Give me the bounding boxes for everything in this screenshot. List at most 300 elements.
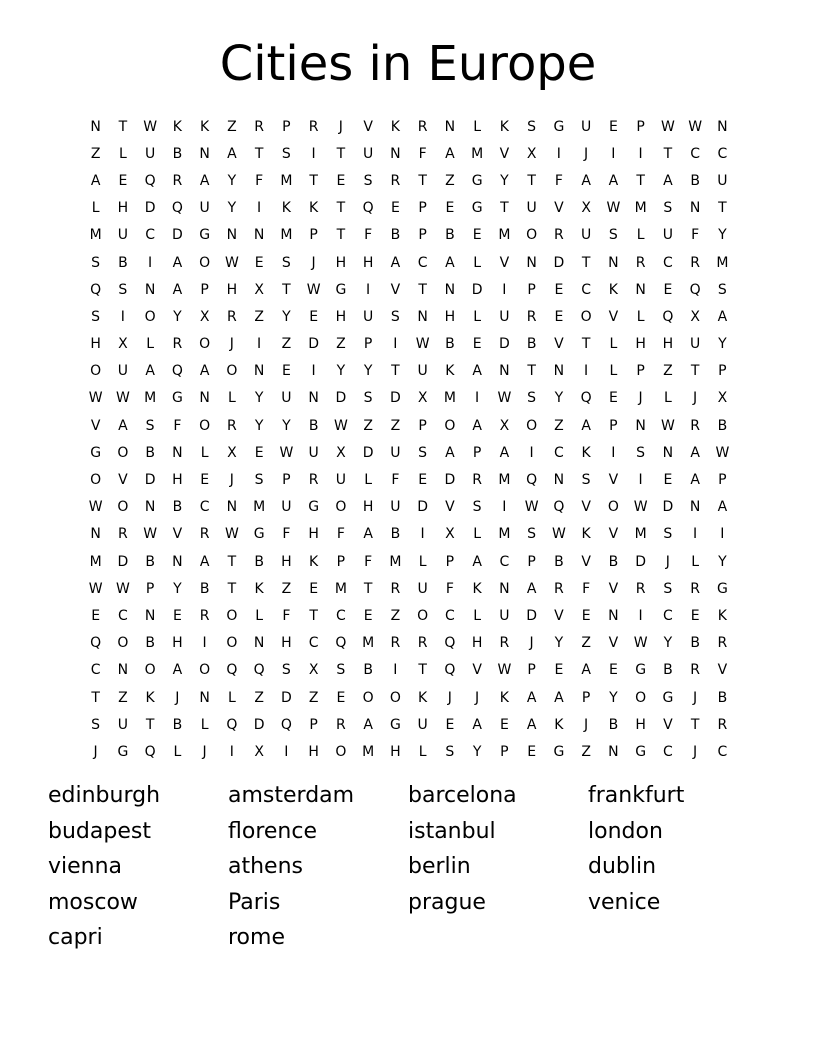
grid-letter: S xyxy=(717,281,727,298)
grid-letter: A xyxy=(90,172,101,189)
grid-letter: P xyxy=(527,281,536,298)
grid-letter: E xyxy=(281,363,291,380)
grid-row xyxy=(82,657,736,684)
grid-letter: I xyxy=(638,472,643,489)
grid-letter: S xyxy=(254,472,264,489)
grid-letter: E xyxy=(554,281,564,298)
grid-letter: I xyxy=(420,526,425,543)
word-list-item: capri xyxy=(48,925,103,951)
grid-letter: M xyxy=(280,172,293,189)
grid-letter: L xyxy=(473,607,482,624)
grid-letter: E xyxy=(499,716,509,733)
grid-letter: T xyxy=(336,200,346,217)
grid-letter: H xyxy=(172,472,183,489)
grid-letter: T xyxy=(418,662,427,679)
grid-letter: A xyxy=(172,662,183,679)
grid-letter: S xyxy=(118,281,128,298)
grid-letter: P xyxy=(581,689,591,706)
grid-letter: A xyxy=(199,363,210,380)
grid-letter: S xyxy=(581,472,591,489)
grid-letter: N xyxy=(635,281,646,298)
grid-letter: O xyxy=(607,499,619,516)
grid-letter: A xyxy=(526,580,537,597)
grid-letter: M xyxy=(253,499,266,516)
grid-letter: D xyxy=(335,390,347,407)
grid-letter: J xyxy=(229,472,234,489)
grid-letter: H xyxy=(471,635,483,652)
grid-letter: A xyxy=(472,553,482,570)
grid-letter: X xyxy=(254,281,264,298)
grid-letter: C xyxy=(199,499,210,516)
grid-letter: S xyxy=(281,662,291,679)
grid-letter: Z xyxy=(390,417,401,434)
grid-letter: T xyxy=(690,716,700,733)
grid-letter: R xyxy=(308,472,319,489)
grid-letter: F xyxy=(391,472,400,489)
grid-letter: E xyxy=(608,118,618,135)
grid-letter: D xyxy=(553,254,565,271)
grid-letter: N xyxy=(553,363,565,380)
grid-letter: N xyxy=(499,580,510,597)
grid-letter: E xyxy=(172,607,182,624)
grid-row xyxy=(82,521,736,548)
grid-letter: W xyxy=(606,200,621,217)
grid-letter: P xyxy=(445,553,455,570)
grid-letter: R xyxy=(336,716,346,733)
grid-letter: T xyxy=(581,254,591,271)
grid-letter: K xyxy=(581,526,591,543)
grid-letter: A xyxy=(554,689,564,706)
grid-letter: U xyxy=(281,499,292,516)
grid-letter: B xyxy=(554,553,564,570)
grid-letter: X xyxy=(690,308,700,325)
grid-letter: G xyxy=(389,716,401,733)
grid-letter: L xyxy=(91,200,100,217)
grid-letter: D xyxy=(171,227,183,244)
grid-letter: R xyxy=(308,118,319,135)
grid-letter: U xyxy=(417,716,428,733)
grid-letter: Z xyxy=(390,607,401,624)
grid-letter: J xyxy=(175,689,180,706)
grid-letter: Q xyxy=(90,281,102,298)
grid-letter: R xyxy=(390,580,401,597)
grid-letter: V xyxy=(608,635,619,652)
grid-letter: Z xyxy=(118,689,128,706)
grid-letter: U xyxy=(581,227,592,244)
grid-letter: Y xyxy=(282,308,291,325)
grid-letter: N xyxy=(90,118,101,135)
grid-letter: Z xyxy=(308,689,319,706)
grid-letter: B xyxy=(172,716,183,733)
grid-letter: C xyxy=(717,145,728,162)
grid-letter: Y xyxy=(472,743,482,760)
grid-letter: P xyxy=(363,336,373,353)
grid-letter: I xyxy=(311,145,316,162)
grid-letter: G xyxy=(553,743,565,760)
grid-letter: Z xyxy=(281,336,292,353)
grid-letter: B xyxy=(254,553,264,570)
grid-letter: P xyxy=(527,662,536,679)
grid-letter: P xyxy=(718,472,727,489)
word-list-item: amsterdam xyxy=(228,783,355,808)
grid-letter: N xyxy=(226,499,238,516)
grid-letter: H xyxy=(390,743,401,760)
grid-letter: U xyxy=(281,390,292,407)
grid-letter: W xyxy=(497,390,512,407)
grid-letter: V xyxy=(581,499,591,516)
grid-letter: A xyxy=(445,254,455,271)
grid-letter: B xyxy=(145,553,155,570)
grid-letter: E xyxy=(554,308,564,325)
grid-letter: K xyxy=(554,716,564,733)
grid-letter: L xyxy=(609,363,618,380)
grid-letter: Q xyxy=(280,716,292,733)
grid-letter: C xyxy=(662,743,673,760)
grid-letter: T xyxy=(500,200,509,217)
grid-letter: N xyxy=(253,227,265,244)
grid-row xyxy=(82,195,736,222)
grid-letter: G xyxy=(662,689,674,706)
grid-letter: L xyxy=(418,553,427,570)
grid-letter: X xyxy=(499,417,510,434)
grid-letter: W xyxy=(688,118,703,135)
grid-letter: A xyxy=(363,716,373,733)
word-list-item: istanbul xyxy=(408,818,496,844)
grid-letter: V xyxy=(608,526,619,543)
grid-letter: N xyxy=(608,607,619,624)
grid-letter: Y xyxy=(663,635,673,652)
grid-letter: I xyxy=(720,526,725,543)
grid-letter: G xyxy=(253,526,265,543)
grid-letter: Z xyxy=(581,635,591,652)
grid-letter: X xyxy=(417,390,428,407)
word-list-item: berlin xyxy=(408,854,471,880)
grid-letter: A xyxy=(472,716,482,733)
grid-letter: E xyxy=(445,716,455,733)
grid-letter: T xyxy=(118,118,128,135)
grid-letter: P xyxy=(636,118,645,135)
grid-letter: I xyxy=(257,336,262,353)
grid-letter: K xyxy=(608,281,618,298)
grid-letter: K xyxy=(281,200,291,217)
grid-letter: C xyxy=(90,662,101,679)
grid-letter: S xyxy=(145,417,155,434)
grid-letter: X xyxy=(199,308,210,325)
grid-letter: O xyxy=(444,417,456,434)
grid-row xyxy=(82,276,736,303)
grid-letter: S xyxy=(663,526,673,543)
grid-letter: Y xyxy=(554,390,564,407)
grid-letter: B xyxy=(445,336,455,353)
grid-letter: N xyxy=(526,254,537,271)
grid-letter: D xyxy=(117,553,129,570)
grid-letter: L xyxy=(691,553,700,570)
grid-letter: S xyxy=(472,499,482,516)
grid-letter: T xyxy=(718,200,727,217)
grid-letter: V xyxy=(472,662,482,679)
grid-letter: T xyxy=(363,580,373,597)
grid-letter: A xyxy=(118,417,128,434)
grid-letter: J xyxy=(202,743,207,760)
grid-letter: R xyxy=(227,417,237,434)
grid-letter: L xyxy=(473,308,482,325)
grid-letter: E xyxy=(608,390,618,407)
grid-letter: P xyxy=(336,553,346,570)
page-title: Cities in Europe xyxy=(219,36,597,92)
grid-letter: D xyxy=(280,689,292,706)
grid-letter: Y xyxy=(227,172,237,189)
grid-letter: O xyxy=(117,499,129,516)
grid-letter: W xyxy=(497,662,512,679)
grid-letter: I xyxy=(611,145,616,162)
grid-letter: S xyxy=(363,390,373,407)
grid-letter: L xyxy=(473,118,482,135)
grid-letter: E xyxy=(309,308,319,325)
grid-letter: C xyxy=(444,607,455,624)
word-list xyxy=(48,779,788,957)
grid-letter: P xyxy=(718,363,727,380)
grid-letter: A xyxy=(526,689,537,706)
grid-letter: I xyxy=(556,145,561,162)
grid-letter: Q xyxy=(362,200,374,217)
grid-letter: P xyxy=(200,281,209,298)
grid-letter: J xyxy=(229,336,234,353)
grid-letter: V xyxy=(363,118,373,135)
grid-letter: A xyxy=(581,172,591,189)
grid-letter: S xyxy=(663,580,673,597)
grid-letter: D xyxy=(526,607,538,624)
grid-row xyxy=(82,385,736,412)
grid-letter: H xyxy=(662,336,674,353)
grid-letter: G xyxy=(308,499,320,516)
grid-letter: P xyxy=(609,417,618,434)
grid-letter: Z xyxy=(254,308,264,325)
grid-letter: O xyxy=(117,444,129,461)
grid-letter: N xyxy=(444,118,456,135)
grid-row xyxy=(82,113,736,140)
grid-letter: V xyxy=(499,145,510,162)
grid-letter: Y xyxy=(173,580,182,597)
grid-letter: J xyxy=(693,743,698,760)
grid-letter: N xyxy=(172,444,183,461)
grid-letter: F xyxy=(445,580,454,597)
grid-letter: F xyxy=(364,227,373,244)
grid-letter: J xyxy=(693,390,698,407)
grid-letter: V xyxy=(118,472,128,489)
grid-letter: D xyxy=(417,499,429,516)
grid-letter: J xyxy=(311,254,316,271)
grid-letter: E xyxy=(254,254,264,271)
grid-letter: M xyxy=(362,635,375,652)
grid-row xyxy=(82,412,736,439)
grid-letter: L xyxy=(663,390,672,407)
grid-letter: U xyxy=(117,227,128,244)
grid-letter: K xyxy=(309,553,319,570)
grid-letter: F xyxy=(691,227,700,244)
grid-row xyxy=(82,466,736,493)
grid-letter: O xyxy=(417,607,429,624)
grid-letter: X xyxy=(526,145,537,162)
grid-letter: E xyxy=(472,336,482,353)
grid-letter: N xyxy=(199,689,210,706)
grid-letter: S xyxy=(445,743,455,760)
grid-letter: I xyxy=(393,336,398,353)
grid-letter: C xyxy=(662,607,673,624)
grid-letter: M xyxy=(334,580,347,597)
grid-row xyxy=(82,684,736,711)
grid-letter: F xyxy=(582,580,591,597)
grid-letter: T xyxy=(418,172,427,189)
grid-row xyxy=(82,331,736,358)
grid-letter: A xyxy=(608,172,619,189)
grid-letter: O xyxy=(144,308,156,325)
grid-letter: G xyxy=(553,118,565,135)
grid-letter: T xyxy=(91,689,100,706)
grid-letter: N xyxy=(499,363,510,380)
grid-row xyxy=(82,548,736,575)
grid-letter: H xyxy=(308,526,319,543)
grid-letter: C xyxy=(581,281,592,298)
word-list-item: budapest xyxy=(48,818,151,844)
grid-letter: N xyxy=(308,390,319,407)
grid-letter: R xyxy=(635,580,646,597)
grid-letter: Y xyxy=(282,417,291,434)
grid-letter: U xyxy=(417,580,428,597)
grid-letter: G xyxy=(117,743,129,760)
grid-letter: N xyxy=(144,607,156,624)
grid-letter: Q xyxy=(335,635,347,652)
grid-letter: R xyxy=(472,472,482,489)
grid-letter: S xyxy=(663,200,673,217)
grid-letter: Z xyxy=(581,743,591,760)
grid-letter: B xyxy=(608,716,619,733)
grid-letter: P xyxy=(282,472,291,489)
grid-letter: T xyxy=(309,607,318,624)
grid-letter: I xyxy=(229,743,234,760)
grid-letter: L xyxy=(227,390,236,407)
grid-letter: D xyxy=(444,472,456,489)
grid-letter: N xyxy=(226,227,238,244)
grid-letter: K xyxy=(145,689,155,706)
grid-letter: T xyxy=(145,716,155,733)
grid-letter: L xyxy=(173,743,182,760)
grid-letter: M xyxy=(498,472,511,489)
grid-letter: G xyxy=(635,662,647,679)
grid-letter: V xyxy=(608,472,619,489)
grid-letter: W xyxy=(633,499,648,516)
grid-letter: T xyxy=(227,553,237,570)
word-list-item: barcelona xyxy=(408,783,517,808)
grid-letter: A xyxy=(499,444,510,461)
grid-letter: H xyxy=(635,336,646,353)
grid-letter: J xyxy=(693,689,698,706)
grid-letter: W xyxy=(333,417,348,434)
grid-letter: L xyxy=(636,227,645,244)
word-list-item: florence xyxy=(228,818,317,844)
grid-letter: W xyxy=(224,526,239,543)
grid-letter: U xyxy=(199,200,210,217)
grid-letter: S xyxy=(390,308,400,325)
grid-letter: B xyxy=(118,254,128,271)
grid-letter: E xyxy=(663,281,673,298)
grid-letter: T xyxy=(418,281,427,298)
grid-letter: X xyxy=(227,444,237,461)
grid-letter: K xyxy=(390,118,400,135)
grid-letter: M xyxy=(144,390,157,407)
grid-letter: C xyxy=(308,635,319,652)
grid-letter: L xyxy=(473,254,482,271)
word-list-item: london xyxy=(588,818,663,844)
grid-letter: E xyxy=(336,172,346,189)
grid-letter: C xyxy=(335,607,346,624)
grid-letter: W xyxy=(88,390,103,407)
grid-letter: P xyxy=(145,580,155,597)
grid-letter: L xyxy=(418,743,427,760)
grid-letter: F xyxy=(282,526,291,543)
grid-letter: Y xyxy=(173,308,182,325)
grid-letter: I xyxy=(502,499,507,516)
grid-letter: Y xyxy=(254,390,264,407)
grid-letter: B xyxy=(717,417,728,434)
grid-letter: Q xyxy=(144,743,156,760)
grid-letter: E xyxy=(390,200,400,217)
grid-letter: O xyxy=(199,336,211,353)
grid-letter: M xyxy=(634,200,647,217)
grid-letter: H xyxy=(281,635,292,652)
grid-letter: M xyxy=(89,553,102,570)
grid-letter: G xyxy=(471,200,483,217)
grid-letter: H xyxy=(335,308,347,325)
grid-letter: M xyxy=(498,227,511,244)
grid-letter: K xyxy=(499,118,509,135)
grid-letter: E xyxy=(663,472,673,489)
grid-letter: O xyxy=(90,363,102,380)
grid-letter: O xyxy=(226,635,238,652)
grid-letter: C xyxy=(117,607,128,624)
grid-letter: Q xyxy=(444,635,456,652)
word-list-item: prague xyxy=(408,889,486,915)
grid-letter: V xyxy=(445,499,455,516)
grid-letter: I xyxy=(202,635,207,652)
grid-letter: V xyxy=(90,417,101,434)
grid-letter: R xyxy=(554,227,564,244)
grid-letter: A xyxy=(445,444,455,461)
grid-letter: O xyxy=(117,635,129,652)
grid-letter: T xyxy=(227,580,237,597)
grid-letter: Z xyxy=(445,172,455,189)
grid-letter: F xyxy=(173,417,182,434)
grid-letter: N xyxy=(608,743,619,760)
grid-letter: C xyxy=(717,743,728,760)
grid-letter: Q xyxy=(689,281,701,298)
grid-letter: U xyxy=(390,444,401,461)
grid-letter: A xyxy=(172,281,183,298)
grid-letter: X xyxy=(254,743,264,760)
grid-letter: A xyxy=(472,363,482,380)
grid-letter: Y xyxy=(363,363,373,380)
grid-letter: N xyxy=(199,390,210,407)
grid-letter: T xyxy=(254,145,264,162)
grid-letter: V xyxy=(608,308,619,325)
grid-letter: W xyxy=(660,118,675,135)
grid-letter: D xyxy=(253,716,265,733)
grid-letter: I xyxy=(475,390,480,407)
grid-letter: Z xyxy=(90,145,101,162)
grid-letter: S xyxy=(281,254,291,271)
grid-letter: H xyxy=(281,553,292,570)
grid-letter: Y xyxy=(227,200,237,217)
grid-letter: W xyxy=(279,444,294,461)
